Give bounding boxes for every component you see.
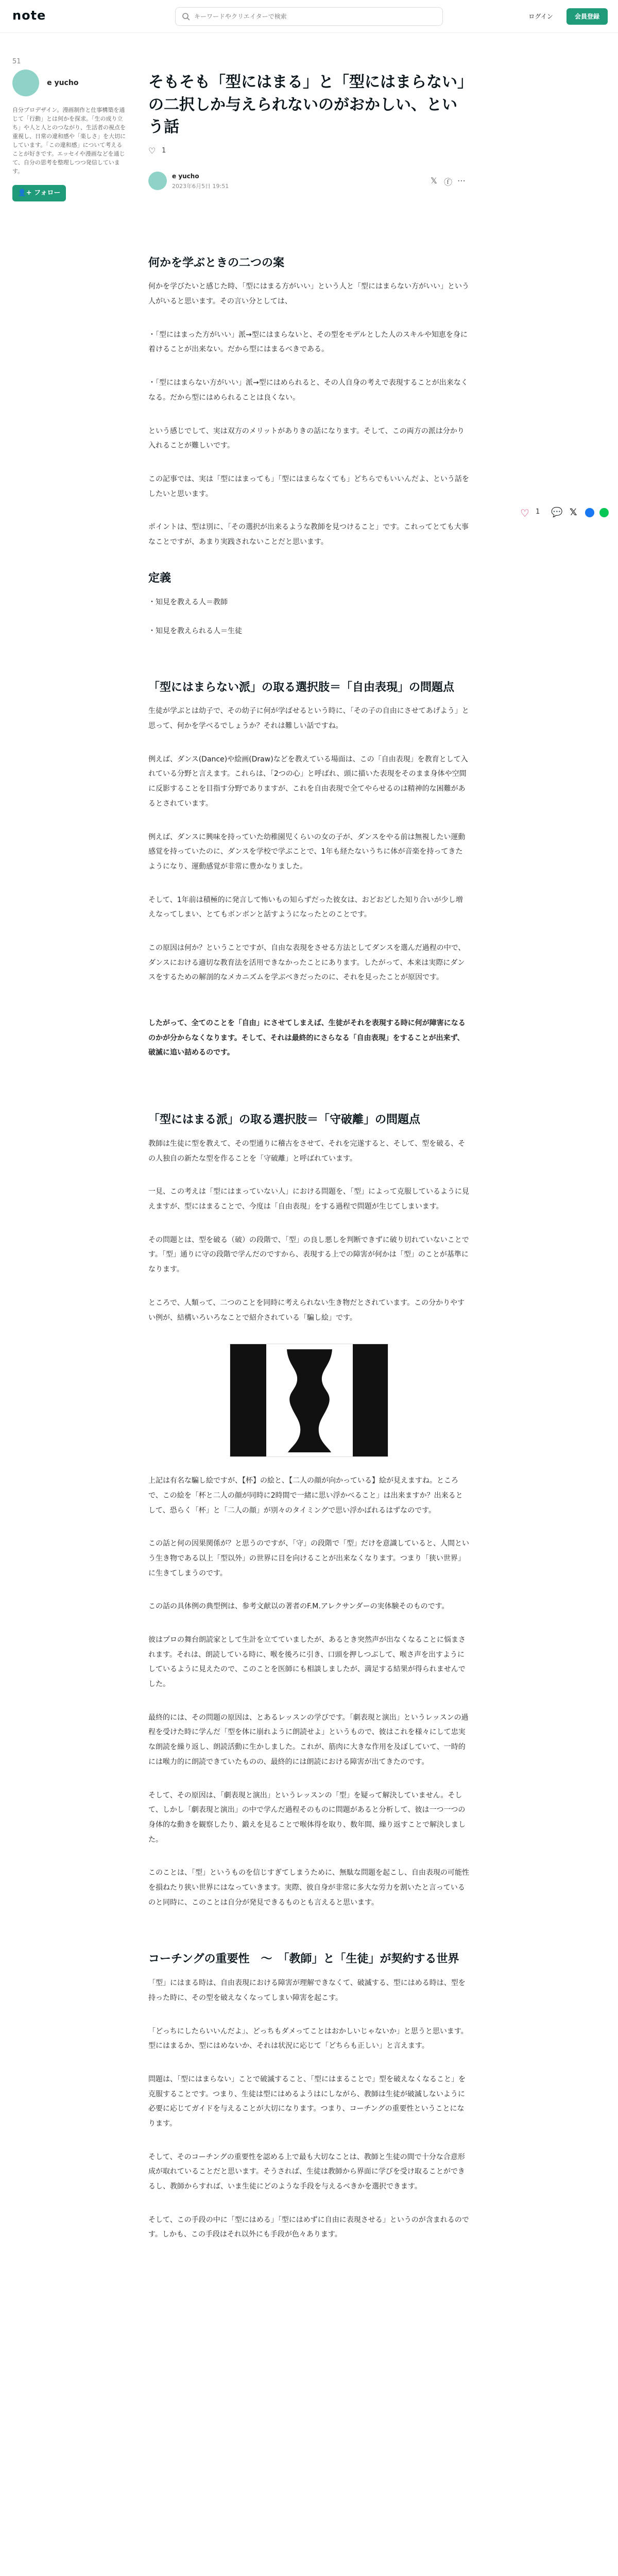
paragraph: 彼はプロの舞台朗読家として生計を立てていましたが、あるとき突然声が出なくなることに悩まされます。それは、朗読している時に、喉を後ろに引き、口頭を押しつぶして、喉さ声を出すようにしているように見えたので、このことを医師にも相談しましたが、満足する結果が得られませんでした。 (148, 1636, 466, 1689)
sidebar-count: 51 (12, 58, 21, 65)
paragraph: ポイントは、型は別に、「その選択が出来るような教師を見つけること」です。これってとても大事なことですが、あまり実践されないことだと思います。 (148, 523, 469, 546)
paragraph: その問題とは、型を破る（破）の段階で、「型」の良し悪しを判断できずに破り切れていないことです。「型」通りに守の段階で学んだのですから、表現する上での障害が何かは「型」のことが基準になります。 (148, 1235, 469, 1274)
section-heading: 定義 (148, 571, 171, 585)
section-heading: 何かを学ぶときの二つの案 (148, 256, 285, 269)
paragraph: したがって、全てのことを「自由」にさせてしまえば、生徒がそれを表現する時に何が障害になるのかが分からなくなります。そして、それは最終的にさらなる「自由表現」をすることが出来ず、破滅に追い詰めるのです。 (148, 1019, 466, 1057)
heart-icon[interactable]: ♡ (520, 507, 529, 519)
follow-button[interactable] (12, 185, 66, 201)
paragraph: 一見、この考えは「型にはまっていない人」における問題を、「型」によって克服しているように見えますが、型にはまることで、今度は「自由表現」をする過程で問題が生じてしまいます。 (148, 1188, 469, 1211)
heart-icon[interactable]: ♡ (148, 145, 156, 156)
paragraph: ・「型にはまった方がいい」派→型にはまらないと、その型をモデルとした人のスキルや知恵を身に着けることが出来ない。だから型にはまるべきである。 (148, 330, 468, 354)
paragraph: 例えば、ダンス(Dance)や絵画(Draw)などを教えている場面は、この「自由表現」を教育として入れている分野と言えます。これらは、「2つの心」と呼ばれ、頭に描いた表現をそのまま身体や空間に反影することを目指す分野でありますが、これを自由表現で全てやらせるのは精神的な困難があるとされています。 (148, 755, 468, 808)
page-title: そもそも「型にはまる」と「型にはまらない」の二択しか与えられないのがおかしい、という話 (148, 73, 465, 136)
author-name[interactable]: e yucho (172, 172, 199, 180)
top-bar (0, 0, 618, 33)
person-plus-icon: 👤+ (18, 189, 35, 197)
search-icon (182, 12, 190, 21)
list-item: ・知見を教えられる人＝生徒 (148, 626, 242, 635)
paragraph: そして、そのコーチングの重要性を認める上で最も大切なことは、教師と生徒の間で十分な合意形成が取れていることだと思います。そうされば、生徒は教師から界面に学びを受け取ることができるし、教師からすれば、いま生徒にどのような手段を与えるべきかを選択できます。 (148, 2153, 465, 2191)
rubin-vase-illusion-image (230, 1344, 388, 1457)
more-icon[interactable]: ⋯ (457, 175, 466, 185)
author-row (148, 171, 470, 193)
vase-faces-drawing (230, 1344, 388, 1457)
follow-label: フォロー (34, 189, 61, 197)
paragraph: ところで、人類って、二つのことを同時に考えられない生き物だとされています。この分かりやすい例が、結構いろいろなことで紹介されている「騙し絵」です。 (148, 1298, 465, 1322)
login-link[interactable]: ログイン (528, 13, 553, 20)
paragraph: 教師は生徒に型を教えて、その型通りに稽古をさせて、それを完遂すると、そして、型を破る、その人独自の新たな型を作ることを「守破離」と呼ばれています。 (148, 1140, 466, 1163)
like-row (148, 146, 470, 158)
paragraph: そして、1年前は積極的に発言して怖いもの知らずだった彼女は、おどおどした知り合いが少し増えなってしまい、とてもボンボンと話すようになったとのことです。 (148, 895, 463, 919)
avatar[interactable] (148, 172, 167, 190)
like-count: 1 (162, 146, 166, 155)
section-heading: 「型にはまらない派」の取る選択肢＝「自由表現」の問題点 (148, 681, 455, 694)
paragraph: 生徒が学ぶとは幼子で、その幼子に何が学ばせるという時に、「その子の自由にさせてあげよう」と思って、何かを学べるでしょうか？それは難しい話ですね。 (148, 707, 469, 731)
list-item: ・知見を教える人＝教師 (148, 598, 228, 606)
avatar[interactable] (12, 70, 39, 96)
paragraph: 上記は有名な騙し絵ですが、【杯】の絵と、【二人の顔が向かっている】絵が見えますね。ところで、この絵を「杯と二人の顔が同時に2時間で一緒に思い浮かべること」は出来ますか？出来るとして、恐らく「杯」と「二人の顔」が別々のタイミングで思い浮かばれるはずなのです。 (148, 1477, 463, 1515)
author-sidebar (12, 58, 126, 201)
paragraph: 問題は、「型にはまらない」ことで破滅すること、「型にはまることで」型を破えなくなること」を克服することです。つまり、生徒は型にはめるようはにしながら、教師は生徒が破滅しないように必要に応じてガイドを与えることが大切になります。つまり、コーチングの重要性ということになります。 (148, 2075, 466, 2128)
paragraph: という感じでして、実は双方のメリットがありきの話になります。そして、この両方の派は分かり入れることが難しいです。 (148, 427, 465, 450)
x-share-icon[interactable]: 𝕏 (431, 175, 437, 185)
facebook-share-icon[interactable] (585, 508, 594, 517)
paragraph: そして、その原因は、「劇表現と演出」というレッスンの「型」を疑って解決していません。そして、しかし「劇表現と演出」の中で学んだ過程そのものに問題があると分析して、彼は一つ一つの身体的な動きを観察したり、鍛えを見ることで喉体得を取り、数年間、繰り返すことで解決しました。 (148, 1791, 466, 1844)
share-rail (520, 505, 613, 520)
search-input[interactable] (194, 11, 436, 22)
paragraph: 最終的には、その問題の原因は、とあるレッスンの学びです。「劇表現と演出」というレッスンの過程を受けた時に学んだ「型を体に崩れように朗読せよ」というもので、彼はこれを様々にして忠実な朗読を繰り返し、朗読活動に生かしました。これが、筋肉に大きな作用を及ぼしていて、一時的には喉力的に朗読できていたものの、最終的には朗読における障害が出てきたのです。 (148, 1713, 469, 1766)
section-heading: コーチングの重要性 〜 「教師」と「生徒」が契約する世界 (148, 1953, 459, 1966)
article (148, 71, 470, 2261)
paragraph: この話の具体例の典型例は、参考文献以の著者のF.M.アレクサンダーの実体験そのものです。 (148, 1602, 449, 1611)
author-name[interactable]: e yucho (47, 79, 79, 87)
line-share-icon[interactable] (599, 508, 609, 517)
paragraph: この原因は何か？ということですが、自由な表現をさせる方法としてダンスを選んだ過程の中で、ダンスにおける適切な教育法を活用できなかったことにあります。したがって、本来は実際にダンスをするための解剖的なメカニズムを学ぶべきだったのに、それを見ったことが原因です。 (148, 943, 466, 982)
x-share-icon[interactable]: 𝕏 (570, 507, 577, 518)
author-bio: 自分プロデザイン。漫画制作と仕事構築を通じて「行動」とは何かを探求。「生の成り立ち」や人と人とのつながり、生活者の視点を重視し、日常の違和感や「楽しさ」を大切にしています。「この違和感」について考えることが好きです。エッセイや漫画などを通じて、自分の思考を整理しつつ発信しています。 (12, 107, 126, 175)
paragraph: この記事では、実は「型にはまっても」「型にはまらなくても」どちらでもいいんだよ、という話をしたいと思います。 (148, 474, 469, 498)
like-count: 1 (536, 508, 540, 516)
publish-date: 2023年6月5日 19:51 (172, 182, 229, 190)
search-box[interactable] (175, 7, 443, 26)
signup-button[interactable]: 会員登録 (566, 8, 608, 25)
paragraph: そして、この手段の中に「型にはめる」「型にはめずに自由に表現させる」というのが含まれるのです。しかも、この手段はそれ以外にも手段が色々あります。 (148, 2215, 469, 2239)
paragraph: このことは、「型」というものを信じすぎてしまうために、無駄な問題を起こし、自由表現の可能性を損ねたり狭い世界にはなっていきます。実際、彼自身が非常に多大な労力を割いたと言っているのと同時に、このことは自分が発見できるものとも言えると思います。 (148, 1869, 469, 1907)
paragraph: 例えば、ダンスに興味を持っていた幼稚園児くらいの女の子が、ダンスをやる前は無視したい運動感覚を持っていたのに、ダンスを学校で学ぶことで、1年も経たないうちに体が音楽を持ってきたようになり、運動感覚が非常に豊かなりました。 (148, 833, 466, 871)
paragraph: 「どっちにしたらいいんだよ」、どっちもダメってことはおかしいじゃないか」と思うと思います。型にはまるか、型にはめないか、それは状況に応じて「どちらも正しい」と言えます。 (148, 2027, 468, 2050)
paragraph: 何かを学びたいと感じた時、「型にはまる方がいい」という人と「型にはまらない方がいい」という人がいると思います。その言い分としては、 (148, 282, 469, 306)
note-logo[interactable]: note (12, 8, 46, 23)
facebook-share-icon[interactable]: ⓕ (444, 177, 453, 187)
paragraph: 「型」にはまる時は、自由表現における障害が理解できなくて、破滅する、型にはめる時は、型を持った時に、その型を破えなくなってしまい障害を起こす。 (148, 1979, 466, 2002)
comment-icon[interactable]: 💬 (551, 507, 563, 518)
paragraph: この話と何の因果関係が？と思うのですが、「守」の段階で「型」だけを意識していると、人間という生き物である以上「型以外」の世界に目を向けることが出来なくなります。つまり「狭い世界」に生きてしまうのです。 (148, 1539, 469, 1578)
paragraph: ・「型にはまらない方がいい」派→型にはめられると、その人自身の考えで表現することが出来なくなる。だから型にはめられることは良くない。 (148, 379, 468, 402)
section-heading: 「型にはまる派」の取る選択肢＝「守破離」の問題点 (148, 1113, 421, 1127)
definition-list (148, 595, 470, 638)
